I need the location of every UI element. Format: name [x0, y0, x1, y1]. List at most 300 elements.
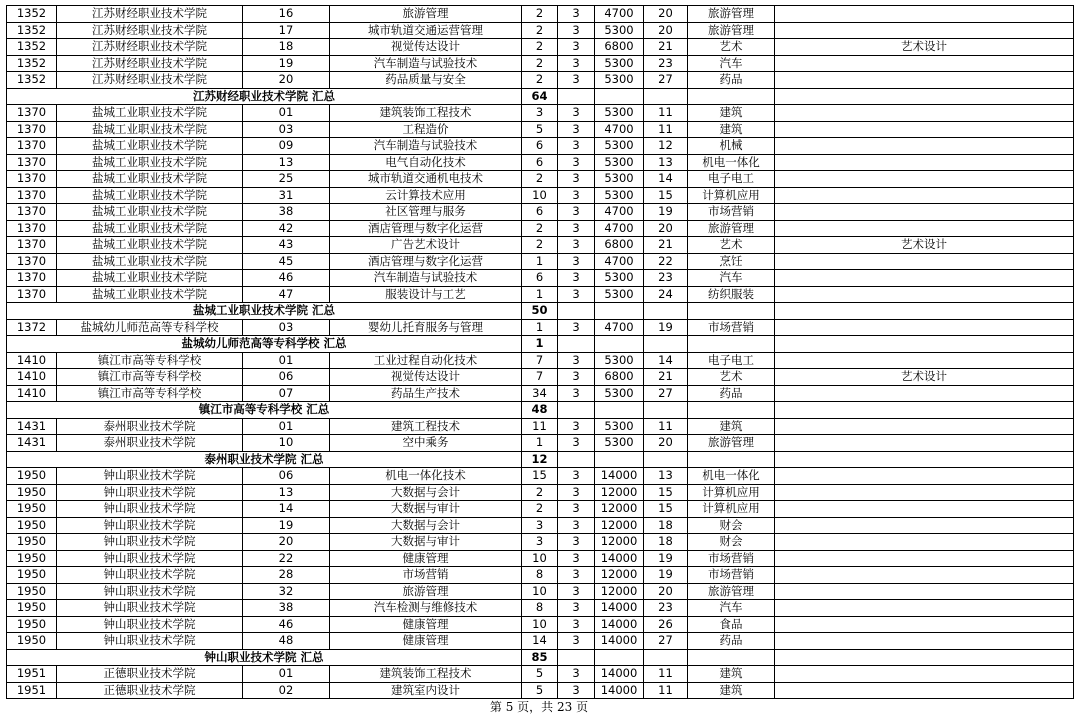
school-code-cell: 1950 [7, 616, 57, 633]
tuition-cell: 5300 [595, 171, 644, 188]
table-row [7, 517, 1074, 534]
school-name-cell: 钟山职业技术学院 [57, 633, 243, 650]
remark-cell [775, 468, 1074, 485]
major-name-cell: 婴幼儿托育服务与管理 [330, 319, 522, 336]
category-name-cell: 建筑 [688, 682, 775, 699]
school-name-cell: 盐城工业职业技术学院 [57, 187, 243, 204]
tuition-cell: 5300 [595, 435, 644, 452]
school-code-cell: 1431 [7, 418, 57, 435]
subtotal-count: 12 [522, 451, 558, 468]
major-code-cell: 48 [243, 633, 330, 650]
major-code-cell: 28 [243, 567, 330, 584]
years-cell: 3 [558, 286, 595, 303]
category-code-cell: 23 [644, 600, 688, 617]
years-cell: 3 [558, 270, 595, 287]
tuition-cell: 12000 [595, 534, 644, 551]
subtotal-row [7, 88, 1074, 105]
category-name-cell: 艺术 [688, 39, 775, 56]
school-name-cell: 钟山职业技术学院 [57, 517, 243, 534]
empty-cell [688, 402, 775, 419]
plan-count-cell: 5 [522, 121, 558, 138]
plan-count-cell: 10 [522, 187, 558, 204]
category-name-cell: 旅游管理 [688, 22, 775, 39]
empty-cell [688, 649, 775, 666]
empty-cell [644, 649, 688, 666]
tuition-cell: 4700 [595, 121, 644, 138]
school-name-cell: 江苏财经职业技术学院 [57, 72, 243, 89]
remark-cell [775, 253, 1074, 270]
plan-count-cell: 2 [522, 6, 558, 23]
category-code-cell: 15 [644, 187, 688, 204]
school-name-cell: 钟山职业技术学院 [57, 600, 243, 617]
school-name-cell: 盐城幼儿师范高等专科学校 [57, 319, 243, 336]
years-cell: 3 [558, 6, 595, 23]
tuition-cell: 4700 [595, 319, 644, 336]
major-code-cell: 45 [243, 253, 330, 270]
years-cell: 3 [558, 666, 595, 683]
major-name-cell: 服装设计与工艺 [330, 286, 522, 303]
category-code-cell: 21 [644, 39, 688, 56]
years-cell: 3 [558, 534, 595, 551]
major-name-cell: 健康管理 [330, 633, 522, 650]
major-name-cell: 云计算技术应用 [330, 187, 522, 204]
school-name-cell: 盐城工业职业技术学院 [57, 253, 243, 270]
major-name-cell: 汽车制造与试验技术 [330, 270, 522, 287]
category-code-cell: 23 [644, 270, 688, 287]
school-code-cell: 1950 [7, 583, 57, 600]
school-name-cell: 江苏财经职业技术学院 [57, 6, 243, 23]
school-code-cell: 1370 [7, 105, 57, 122]
major-code-cell: 06 [243, 468, 330, 485]
school-name-cell: 钟山职业技术学院 [57, 550, 243, 567]
major-name-cell: 城市轨道交通运营管理 [330, 22, 522, 39]
table-row [7, 369, 1074, 386]
table-row [7, 55, 1074, 72]
major-code-cell: 46 [243, 616, 330, 633]
tuition-cell: 5300 [595, 138, 644, 155]
empty-cell [595, 451, 644, 468]
school-code-cell: 1950 [7, 567, 57, 584]
plan-count-cell: 2 [522, 55, 558, 72]
category-code-cell: 20 [644, 220, 688, 237]
subtotal-row [7, 451, 1074, 468]
empty-cell [595, 88, 644, 105]
plan-count-cell: 14 [522, 633, 558, 650]
major-code-cell: 13 [243, 154, 330, 171]
category-code-cell: 14 [644, 171, 688, 188]
plan-count-cell: 5 [522, 682, 558, 699]
table-row [7, 385, 1074, 402]
major-name-cell: 大数据与会计 [330, 484, 522, 501]
table-row [7, 154, 1074, 171]
empty-cell [688, 88, 775, 105]
school-name-cell: 钟山职业技术学院 [57, 616, 243, 633]
school-code-cell: 1951 [7, 666, 57, 683]
plan-count-cell: 2 [522, 39, 558, 56]
category-code-cell: 19 [644, 204, 688, 221]
plan-count-cell: 2 [522, 22, 558, 39]
plan-count-cell: 10 [522, 583, 558, 600]
table-row [7, 435, 1074, 452]
category-code-cell: 23 [644, 55, 688, 72]
major-code-cell: 03 [243, 121, 330, 138]
category-code-cell: 15 [644, 484, 688, 501]
major-code-cell: 38 [243, 600, 330, 617]
school-code-cell: 1370 [7, 220, 57, 237]
school-code-cell: 1431 [7, 435, 57, 452]
table-row [7, 534, 1074, 551]
major-code-cell: 03 [243, 319, 330, 336]
table-row [7, 121, 1074, 138]
remark-cell [775, 121, 1074, 138]
table-row [7, 600, 1074, 617]
tuition-cell: 5300 [595, 154, 644, 171]
school-name-cell: 盐城工业职业技术学院 [57, 154, 243, 171]
plan-count-cell: 2 [522, 501, 558, 518]
plan-count-cell: 1 [522, 435, 558, 452]
plan-count-cell: 7 [522, 369, 558, 386]
major-name-cell: 工程造价 [330, 121, 522, 138]
tuition-cell: 5300 [595, 55, 644, 72]
plan-count-cell: 6 [522, 204, 558, 221]
major-name-cell: 健康管理 [330, 550, 522, 567]
major-code-cell: 42 [243, 220, 330, 237]
school-code-cell: 1950 [7, 600, 57, 617]
years-cell: 3 [558, 517, 595, 534]
table-body [7, 6, 1074, 699]
table-row [7, 253, 1074, 270]
table-row [7, 6, 1074, 23]
years-cell: 3 [558, 253, 595, 270]
category-code-cell: 20 [644, 435, 688, 452]
empty-cell [595, 336, 644, 353]
category-name-cell: 机电一体化 [688, 468, 775, 485]
empty-cell [688, 303, 775, 320]
school-name-cell: 泰州职业技术学院 [57, 435, 243, 452]
category-code-cell: 20 [644, 6, 688, 23]
plan-count-cell: 10 [522, 550, 558, 567]
category-name-cell: 市场营销 [688, 550, 775, 567]
major-code-cell: 25 [243, 171, 330, 188]
years-cell: 3 [558, 435, 595, 452]
table-row [7, 204, 1074, 221]
school-code-cell: 1950 [7, 517, 57, 534]
years-cell: 3 [558, 484, 595, 501]
table-row [7, 220, 1074, 237]
major-name-cell: 酒店管理与数字化运营 [330, 253, 522, 270]
remark-cell: 艺术设计 [775, 369, 1074, 386]
tuition-cell: 5300 [595, 385, 644, 402]
remark-cell [775, 286, 1074, 303]
major-code-cell: 01 [243, 352, 330, 369]
school-code-cell: 1370 [7, 138, 57, 155]
subtotal-label: 盐城幼儿师范高等专科学校 汇总 [7, 336, 522, 353]
category-name-cell: 建筑 [688, 418, 775, 435]
remark-cell [775, 583, 1074, 600]
table-row [7, 286, 1074, 303]
empty-cell [775, 649, 1074, 666]
major-code-cell: 47 [243, 286, 330, 303]
tuition-cell: 5300 [595, 72, 644, 89]
category-name-cell: 药品 [688, 72, 775, 89]
empty-cell [595, 649, 644, 666]
years-cell: 3 [558, 550, 595, 567]
remark-cell: 艺术设计 [775, 237, 1074, 254]
category-code-cell: 14 [644, 352, 688, 369]
school-code-cell: 1950 [7, 534, 57, 551]
major-code-cell: 01 [243, 418, 330, 435]
major-code-cell: 14 [243, 501, 330, 518]
subtotal-label: 泰州职业技术学院 汇总 [7, 451, 522, 468]
school-code-cell: 1370 [7, 253, 57, 270]
category-name-cell: 药品 [688, 385, 775, 402]
remark-cell [775, 501, 1074, 518]
plan-count-cell: 34 [522, 385, 558, 402]
school-code-cell: 1370 [7, 171, 57, 188]
category-code-cell: 13 [644, 154, 688, 171]
remark-cell [775, 534, 1074, 551]
table-row [7, 484, 1074, 501]
school-name-cell: 盐城工业职业技术学院 [57, 286, 243, 303]
table-row [7, 138, 1074, 155]
category-name-cell: 建筑 [688, 666, 775, 683]
empty-cell [644, 88, 688, 105]
tuition-cell: 5300 [595, 270, 644, 287]
years-cell: 3 [558, 171, 595, 188]
major-code-cell: 09 [243, 138, 330, 155]
remark-cell [775, 616, 1074, 633]
remark-cell [775, 72, 1074, 89]
category-name-cell: 市场营销 [688, 567, 775, 584]
category-name-cell: 烹饪 [688, 253, 775, 270]
category-code-cell: 11 [644, 105, 688, 122]
tuition-cell: 12000 [595, 517, 644, 534]
major-name-cell: 药品质量与安全 [330, 72, 522, 89]
tuition-cell: 14000 [595, 666, 644, 683]
major-name-cell: 大数据与审计 [330, 501, 522, 518]
category-name-cell: 艺术 [688, 237, 775, 254]
plan-count-cell: 2 [522, 171, 558, 188]
years-cell: 3 [558, 154, 595, 171]
category-name-cell: 电子电工 [688, 171, 775, 188]
remark-cell [775, 154, 1074, 171]
tuition-cell: 14000 [595, 633, 644, 650]
subtotal-row [7, 303, 1074, 320]
major-name-cell: 建筑装饰工程技术 [330, 666, 522, 683]
tuition-cell: 4700 [595, 204, 644, 221]
school-name-cell: 钟山职业技术学院 [57, 501, 243, 518]
table-row [7, 39, 1074, 56]
plan-count-cell: 2 [522, 237, 558, 254]
major-name-cell: 汽车制造与试验技术 [330, 55, 522, 72]
tuition-cell: 6800 [595, 369, 644, 386]
category-code-cell: 15 [644, 501, 688, 518]
years-cell: 3 [558, 583, 595, 600]
plan-count-cell: 3 [522, 517, 558, 534]
category-name-cell: 汽车 [688, 600, 775, 617]
major-name-cell: 汽车检测与维修技术 [330, 600, 522, 617]
tuition-cell: 6800 [595, 237, 644, 254]
years-cell: 3 [558, 204, 595, 221]
school-code-cell: 1352 [7, 72, 57, 89]
remark-cell [775, 171, 1074, 188]
table-row [7, 237, 1074, 254]
category-code-cell: 18 [644, 534, 688, 551]
category-name-cell: 财会 [688, 534, 775, 551]
subtotal-label: 镇江市高等专科学校 汇总 [7, 402, 522, 419]
remark-cell [775, 22, 1074, 39]
admissions-table [6, 5, 1074, 699]
table-row [7, 187, 1074, 204]
remark-cell [775, 187, 1074, 204]
remark-cell [775, 270, 1074, 287]
remark-cell [775, 666, 1074, 683]
major-name-cell: 视觉传达设计 [330, 39, 522, 56]
category-name-cell: 机电一体化 [688, 154, 775, 171]
school-code-cell: 1352 [7, 6, 57, 23]
major-code-cell: 02 [243, 682, 330, 699]
major-code-cell: 43 [243, 237, 330, 254]
category-code-cell: 11 [644, 666, 688, 683]
plan-count-cell: 8 [522, 600, 558, 617]
table-row [7, 666, 1074, 683]
tuition-cell: 14000 [595, 616, 644, 633]
major-code-cell: 18 [243, 39, 330, 56]
years-cell: 3 [558, 633, 595, 650]
empty-cell [644, 336, 688, 353]
category-name-cell: 计算机应用 [688, 187, 775, 204]
major-name-cell: 广告艺术设计 [330, 237, 522, 254]
category-code-cell: 27 [644, 72, 688, 89]
major-code-cell: 38 [243, 204, 330, 221]
plan-count-cell: 2 [522, 484, 558, 501]
category-code-cell: 26 [644, 616, 688, 633]
major-name-cell: 建筑工程技术 [330, 418, 522, 435]
remark-cell [775, 6, 1074, 23]
remark-cell [775, 138, 1074, 155]
subtotal-count: 50 [522, 303, 558, 320]
subtotal-count: 48 [522, 402, 558, 419]
remark-cell [775, 550, 1074, 567]
major-name-cell: 酒店管理与数字化运营 [330, 220, 522, 237]
plan-count-cell: 1 [522, 286, 558, 303]
table-row [7, 270, 1074, 287]
plan-count-cell: 6 [522, 138, 558, 155]
category-code-cell: 12 [644, 138, 688, 155]
subtotal-row [7, 402, 1074, 419]
major-code-cell: 31 [243, 187, 330, 204]
table-row [7, 352, 1074, 369]
category-name-cell: 纺织服装 [688, 286, 775, 303]
table-row [7, 583, 1074, 600]
table-row [7, 633, 1074, 650]
page-footer: 第 5 页，共 23 页 [489, 700, 589, 714]
years-cell: 3 [558, 39, 595, 56]
major-name-cell: 大数据与会计 [330, 517, 522, 534]
major-name-cell: 视觉传达设计 [330, 369, 522, 386]
table-row [7, 22, 1074, 39]
years-cell: 3 [558, 72, 595, 89]
major-name-cell: 药品生产技术 [330, 385, 522, 402]
school-name-cell: 盐城工业职业技术学院 [57, 220, 243, 237]
years-cell: 3 [558, 237, 595, 254]
table-row [7, 171, 1074, 188]
tuition-cell: 5300 [595, 352, 644, 369]
remark-cell [775, 435, 1074, 452]
years-cell: 3 [558, 352, 595, 369]
school-name-cell: 江苏财经职业技术学院 [57, 55, 243, 72]
school-code-cell: 1372 [7, 319, 57, 336]
remark-cell [775, 105, 1074, 122]
plan-count-cell: 15 [522, 468, 558, 485]
empty-cell [775, 303, 1074, 320]
empty-cell [558, 402, 595, 419]
remark-cell [775, 220, 1074, 237]
category-code-cell: 24 [644, 286, 688, 303]
tuition-cell: 4700 [595, 6, 644, 23]
table-row [7, 418, 1074, 435]
major-code-cell: 10 [243, 435, 330, 452]
school-code-cell: 1370 [7, 121, 57, 138]
empty-cell [595, 303, 644, 320]
plan-count-cell: 5 [522, 666, 558, 683]
remark-cell: 艺术设计 [775, 39, 1074, 56]
major-code-cell: 01 [243, 105, 330, 122]
school-code-cell: 1370 [7, 270, 57, 287]
category-name-cell: 计算机应用 [688, 501, 775, 518]
school-code-cell: 1950 [7, 501, 57, 518]
category-code-cell: 19 [644, 567, 688, 584]
category-name-cell: 旅游管理 [688, 435, 775, 452]
school-code-cell: 1352 [7, 55, 57, 72]
remark-cell [775, 633, 1074, 650]
plan-count-cell: 3 [522, 534, 558, 551]
school-name-cell: 钟山职业技术学院 [57, 534, 243, 551]
tuition-cell: 5300 [595, 286, 644, 303]
school-code-cell: 1950 [7, 633, 57, 650]
school-name-cell: 镇江市高等专科学校 [57, 385, 243, 402]
school-code-cell: 1370 [7, 204, 57, 221]
empty-cell [775, 451, 1074, 468]
category-name-cell: 食品 [688, 616, 775, 633]
major-name-cell: 汽车制造与试验技术 [330, 138, 522, 155]
school-name-cell: 江苏财经职业技术学院 [57, 22, 243, 39]
tuition-cell: 12000 [595, 501, 644, 518]
empty-cell [558, 649, 595, 666]
subtotal-row [7, 336, 1074, 353]
table-row [7, 616, 1074, 633]
category-code-cell: 11 [644, 418, 688, 435]
school-code-cell: 1951 [7, 682, 57, 699]
major-code-cell: 19 [243, 55, 330, 72]
empty-cell [644, 402, 688, 419]
major-code-cell: 07 [243, 385, 330, 402]
major-code-cell: 06 [243, 369, 330, 386]
table-row [7, 105, 1074, 122]
remark-cell [775, 517, 1074, 534]
school-code-cell: 1410 [7, 385, 57, 402]
empty-cell [558, 88, 595, 105]
years-cell: 3 [558, 418, 595, 435]
category-name-cell: 药品 [688, 633, 775, 650]
major-code-cell: 17 [243, 22, 330, 39]
subtotal-count: 85 [522, 649, 558, 666]
category-code-cell: 27 [644, 633, 688, 650]
school-code-cell: 1370 [7, 286, 57, 303]
school-name-cell: 正德职业技术学院 [57, 666, 243, 683]
category-code-cell: 11 [644, 121, 688, 138]
empty-cell [644, 451, 688, 468]
